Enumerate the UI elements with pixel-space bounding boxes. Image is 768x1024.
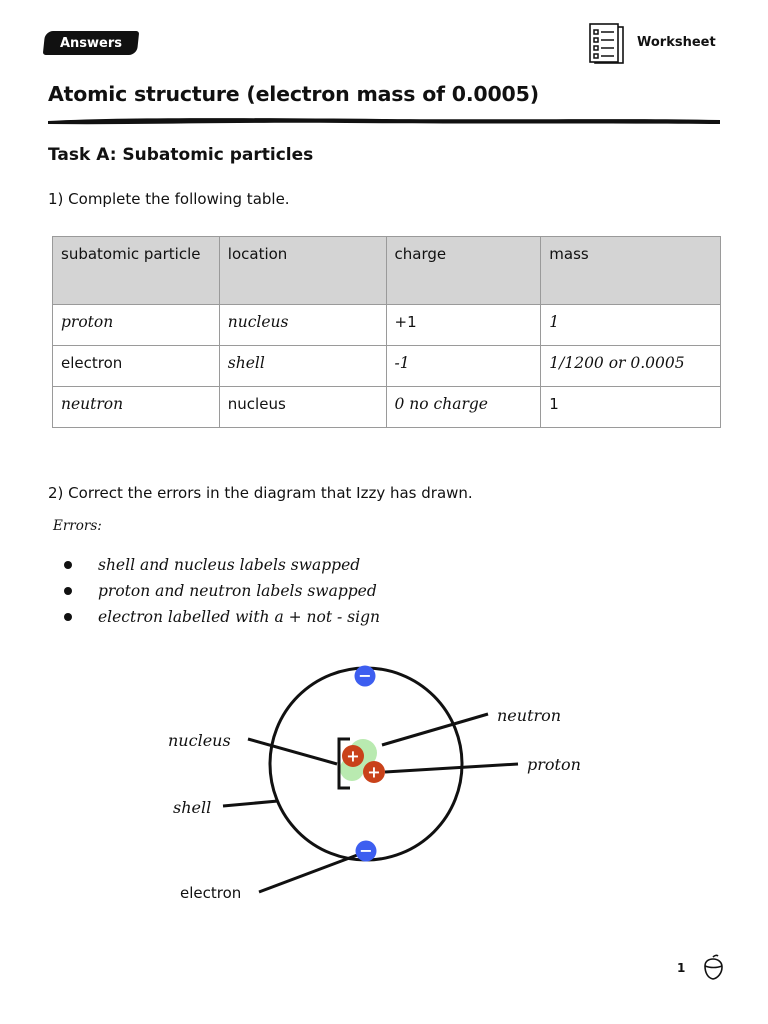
table-row [53, 346, 721, 387]
acorn-logo-icon [700, 954, 726, 982]
column-header: mass [541, 237, 721, 305]
shell-label: shell [173, 798, 212, 817]
question-1: 1) Complete the following table. [48, 190, 290, 208]
question-2: 2) Correct the errors in the diagram that Izzy has drawn. [48, 484, 473, 502]
answers-badge [43, 31, 140, 55]
electron-particle [355, 666, 376, 687]
neutron-label: neutron [497, 706, 562, 725]
cell-charge: 0 no charge [386, 387, 541, 428]
column-header: location [219, 237, 386, 305]
cell-particle: electron [53, 346, 220, 387]
errors-list [60, 552, 380, 630]
atom-diagram [0, 640, 768, 940]
nucleus-pointer-line [248, 739, 337, 764]
table-header-row [53, 237, 721, 305]
title-underline [46, 114, 722, 128]
page-number: 1 [677, 961, 686, 975]
cell-mass: 1 [541, 305, 721, 346]
electron-label: electron [180, 884, 242, 902]
plus-sign: + [346, 746, 360, 766]
cell-mass: 1/1200 or 0.0005 [541, 346, 721, 387]
list-item: proton and neutron labels swapped [60, 578, 380, 604]
subatomic-particles-table [52, 236, 721, 428]
column-header: charge [386, 237, 541, 305]
cell-location: nucleus [219, 387, 386, 428]
page-title: Atomic structure (electron mass of 0.0005) [48, 82, 539, 106]
shell-pointer-line [223, 801, 278, 806]
minus-sign: − [359, 841, 373, 860]
answers-badge-label: Answers [59, 35, 123, 51]
nucleus-label: nucleus [168, 731, 231, 750]
cell-charge: -1 [386, 346, 541, 387]
plus-sign: + [367, 762, 381, 782]
neutron-pointer-line [382, 714, 488, 745]
proton-label: proton [527, 755, 581, 774]
list-item: electron labelled with a + not - sign [60, 604, 380, 630]
table-row [53, 387, 721, 428]
cell-particle: proton [53, 305, 220, 346]
proton-pointer-line [385, 764, 518, 772]
proton-particle [342, 745, 364, 767]
proton-particle [363, 761, 385, 783]
table-row [53, 305, 721, 346]
cell-mass: 1 [541, 387, 721, 428]
errors-title: Errors: [53, 518, 102, 534]
column-header: subatomic particle [53, 237, 220, 305]
list-item: shell and nucleus labels swapped [60, 552, 380, 578]
cell-location: nucleus [219, 305, 386, 346]
worksheet-label: Worksheet [637, 35, 716, 50]
electron-pointer-line [259, 854, 360, 892]
minus-sign: − [358, 666, 372, 685]
cell-particle: neutron [53, 387, 220, 428]
worksheet-list-icon [586, 22, 628, 68]
task-a-heading: Task A: Subatomic particles [48, 145, 314, 165]
cell-charge: +1 [386, 305, 541, 346]
electron-particle [356, 841, 377, 862]
cell-location: shell [219, 346, 386, 387]
